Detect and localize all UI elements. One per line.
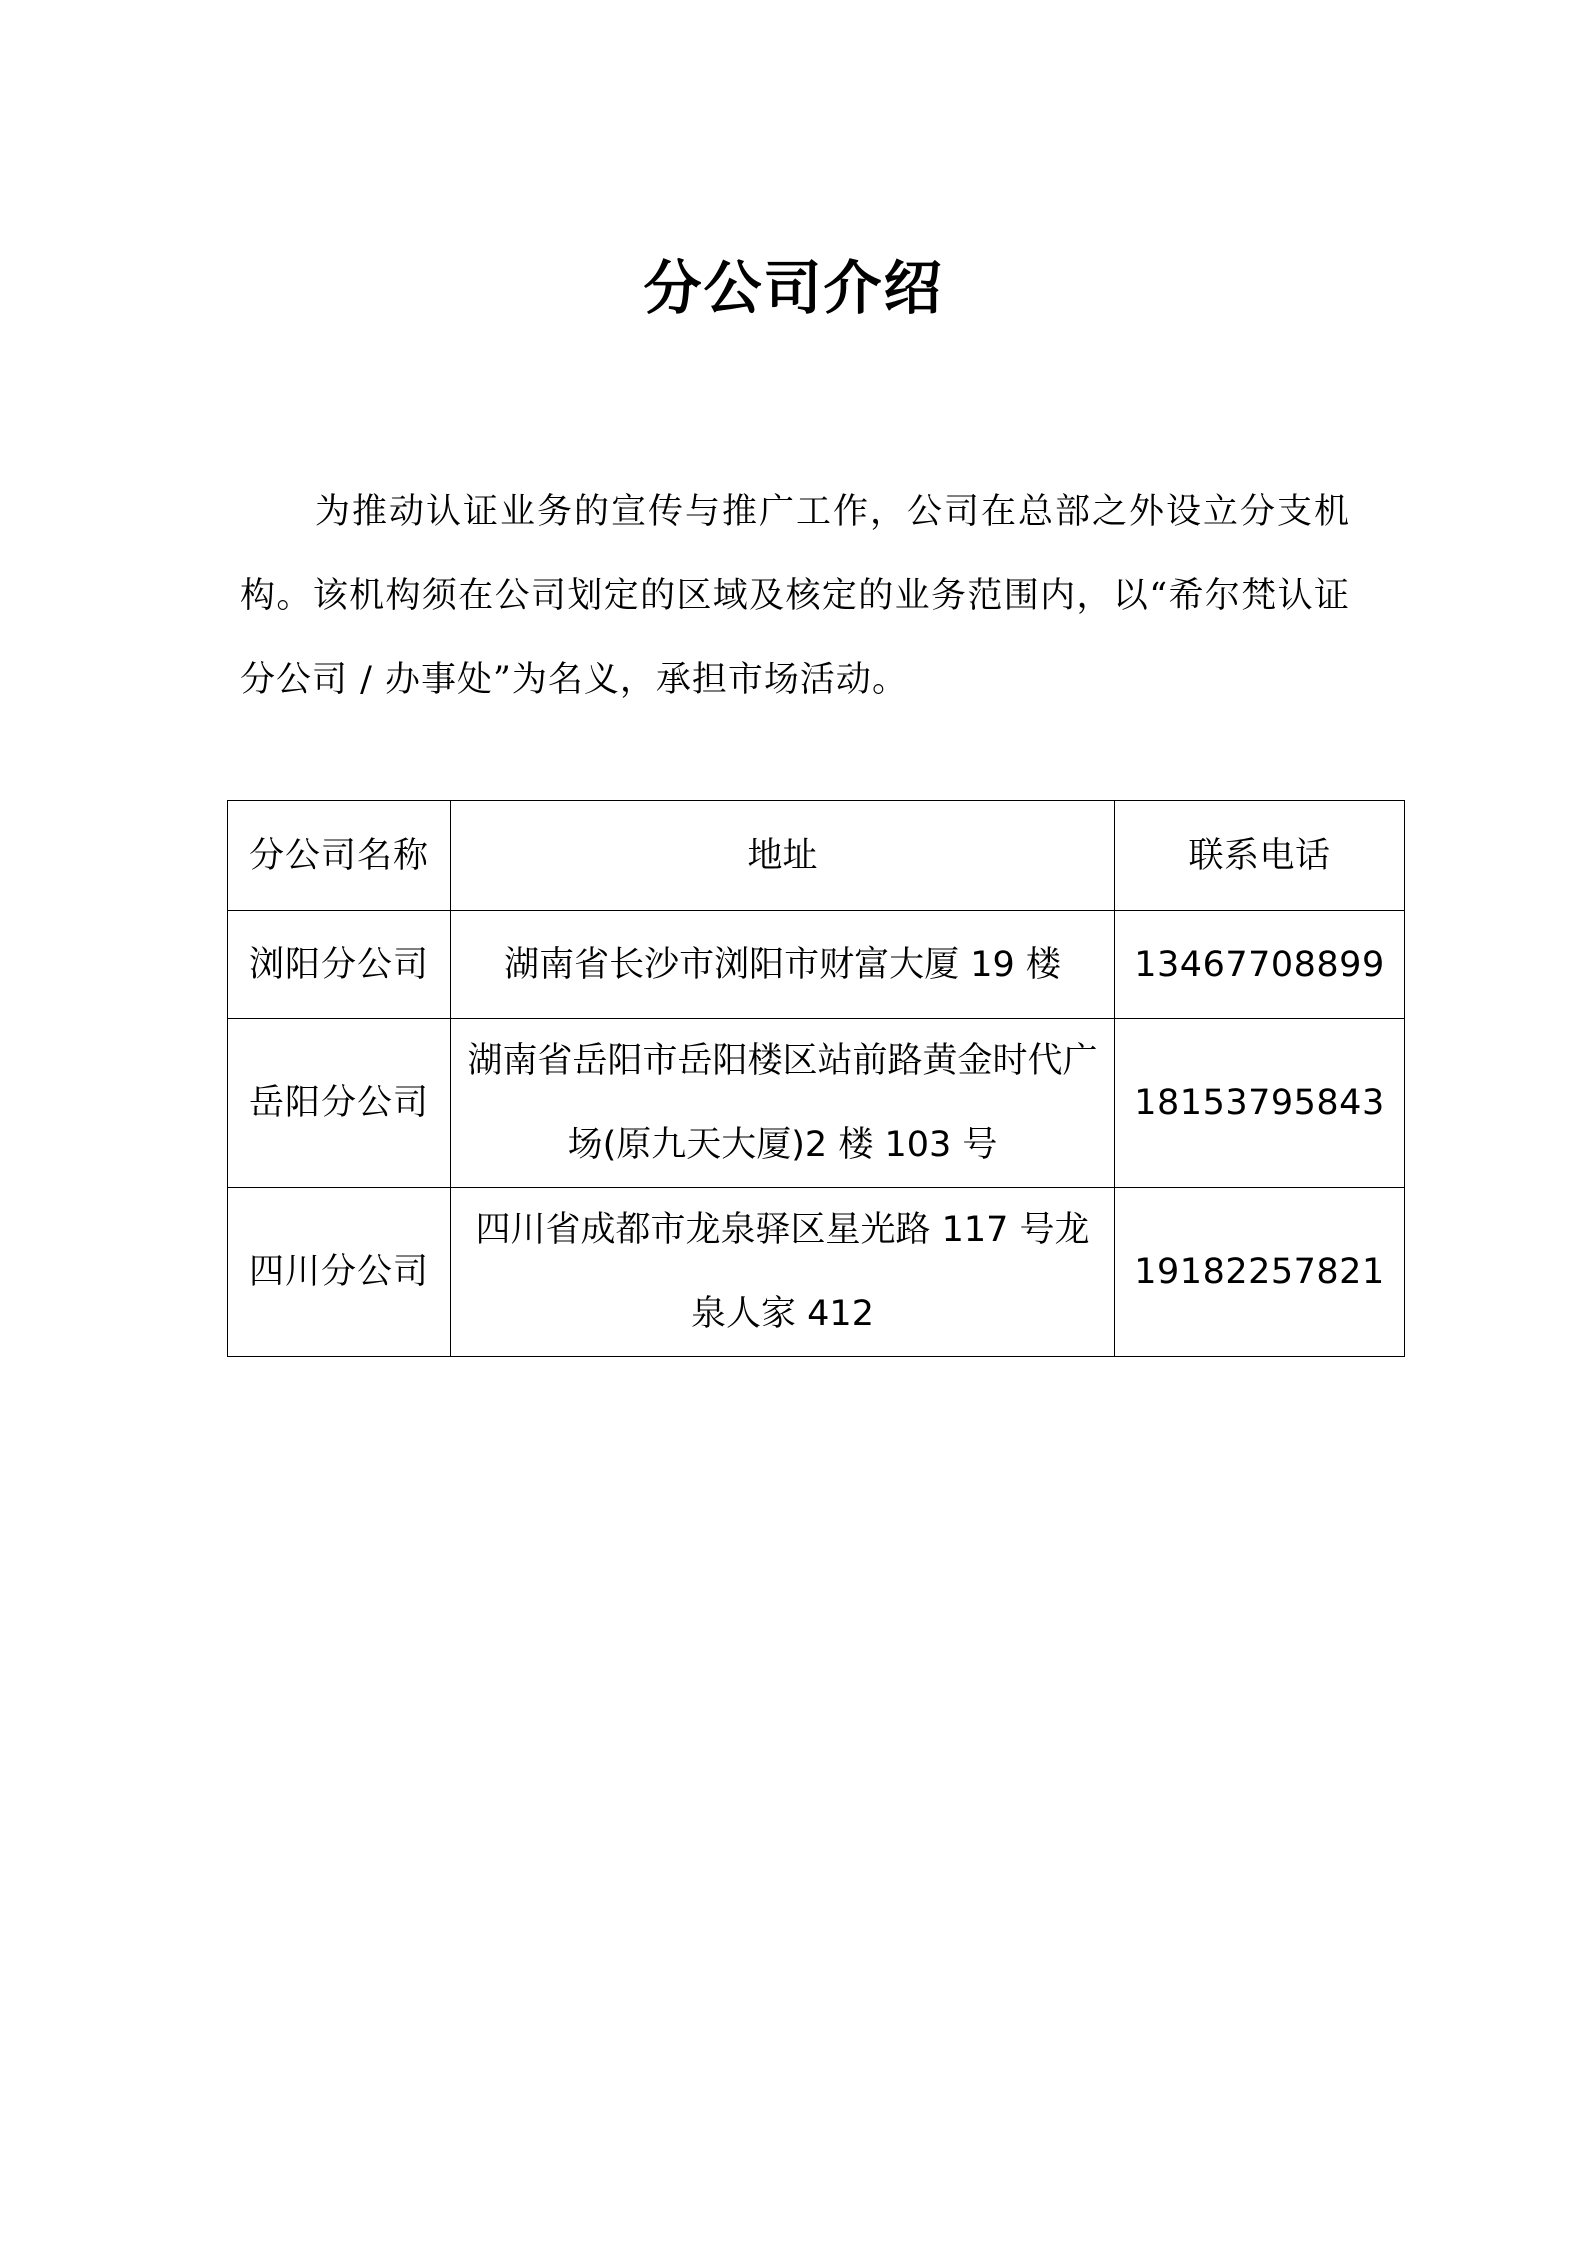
intro-paragraph: 为推动认证业务的宣传与推广工作，公司在总部之外设立分支机构。该机构须在公司划定的区域及核定的业务范围内，以“希尔梵认证分公司 / 办事处”为名义，承担市场活动。 bbox=[240, 492, 1350, 700]
branch-table bbox=[227, 800, 1405, 1357]
header-name: 分公司名称 bbox=[228, 801, 451, 911]
table-row bbox=[228, 1188, 1405, 1357]
branch-name: 浏阳分公司 bbox=[228, 911, 451, 1019]
branch-phone: 19182257821 bbox=[1115, 1188, 1405, 1357]
branch-address: 四川省成都市龙泉驿区星光路 117 号龙泉人家 412 bbox=[451, 1188, 1115, 1357]
branch-address: 湖南省岳阳市岳阳楼区站前路黄金时代广场(原九天大厦)2 楼 103 号 bbox=[451, 1019, 1115, 1188]
branch-name: 岳阳分公司 bbox=[228, 1019, 451, 1188]
branch-phone: 13467708899 bbox=[1115, 911, 1405, 1019]
branch-address: 湖南省长沙市浏阳市财富大厦 19 楼 bbox=[451, 911, 1115, 1019]
page-title: 分公司介绍 bbox=[643, 254, 944, 322]
table-header-row bbox=[228, 801, 1405, 911]
table-row bbox=[228, 911, 1405, 1019]
branch-name: 四川分公司 bbox=[228, 1188, 451, 1357]
header-phone: 联系电话 bbox=[1115, 801, 1405, 911]
header-address: 地址 bbox=[451, 801, 1115, 911]
branch-phone: 18153795843 bbox=[1115, 1019, 1405, 1188]
table-row bbox=[228, 1019, 1405, 1188]
